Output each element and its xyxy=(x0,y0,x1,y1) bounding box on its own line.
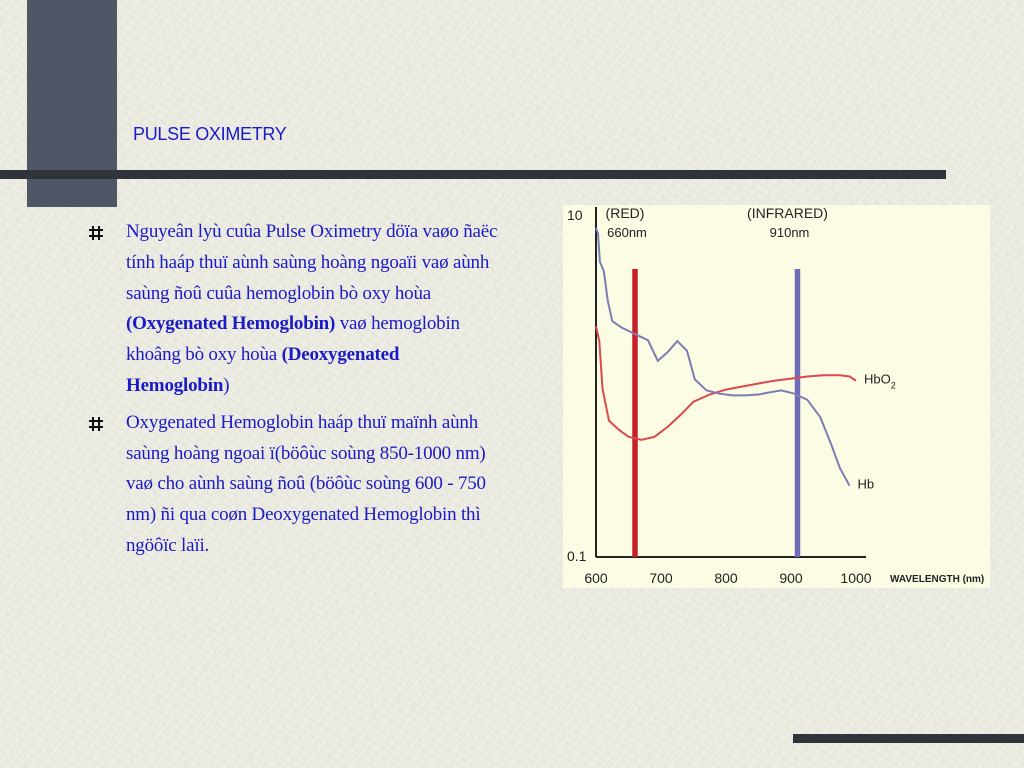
top-divider-rule xyxy=(0,170,946,179)
bullet-text: Oxygenated Hemoglobin haáp thuï maïnh aùnh saùng hoàng ngoai ï(böôùc soùng 850-1000 nm) vaø cho aùnh saùng ñoû (böôùc soùng 600 - 750 nm) ñi qua coøn Deoxygenated Hemoglobin thì ngöôïc laïi. xyxy=(126,411,486,556)
series-label: HbO$_2$ xyxy=(864,371,896,391)
bullet-text-part: ) xyxy=(223,374,230,396)
bullet-text xyxy=(126,217,498,402)
marker-label: (INFRARED) xyxy=(747,205,828,221)
absorption-chart xyxy=(563,205,990,588)
x-axis-label: WAVELENGTH (nm) xyxy=(890,574,985,585)
hash-bullet-icon xyxy=(88,416,104,432)
y-tick-label: 0.1 xyxy=(567,548,587,564)
bullet-text-part: vaø hemoglobin khoâng bò oxy hoùa xyxy=(126,313,460,366)
y-tick-label: 10 xyxy=(567,207,583,223)
bullet-list xyxy=(88,217,498,568)
bullet-item xyxy=(88,408,498,562)
slide-title: PULSE OXIMETRY xyxy=(133,124,287,144)
marker-label: (RED) xyxy=(605,205,645,221)
x-tick-label: 800 xyxy=(714,570,738,586)
x-tick-label: 900 xyxy=(779,570,803,586)
bullet-bold-term: (Oxygenated Hemoglobin) xyxy=(126,313,336,335)
bullet-bold-term: (Deoxygenated Hemoglobin xyxy=(126,344,400,396)
marker-wavelength-label: 660nm xyxy=(607,225,647,240)
x-tick-label: 700 xyxy=(649,570,673,586)
x-tick-label: 1000 xyxy=(840,570,872,586)
x-tick-label: 600 xyxy=(584,570,608,586)
bottom-divider-rule xyxy=(793,734,1024,743)
series-label-subscript: 2 xyxy=(890,380,896,391)
absorption-chart-svg xyxy=(563,205,990,588)
marker-wavelength-label: 910nm xyxy=(769,225,810,240)
hash-bullet-icon xyxy=(88,225,104,241)
bullet-item xyxy=(88,217,498,402)
bullet-text-part: Nguyeân lyù cuûa Pulse Oximetry döïa vaøo ñaëc tính haáp thuï aùnh saùng hoàng ngoaïi vaø aùnh saùng ñoû cuûa hemoglobin bò oxy hoùa xyxy=(126,221,498,304)
series-label: Hb xyxy=(857,476,875,492)
